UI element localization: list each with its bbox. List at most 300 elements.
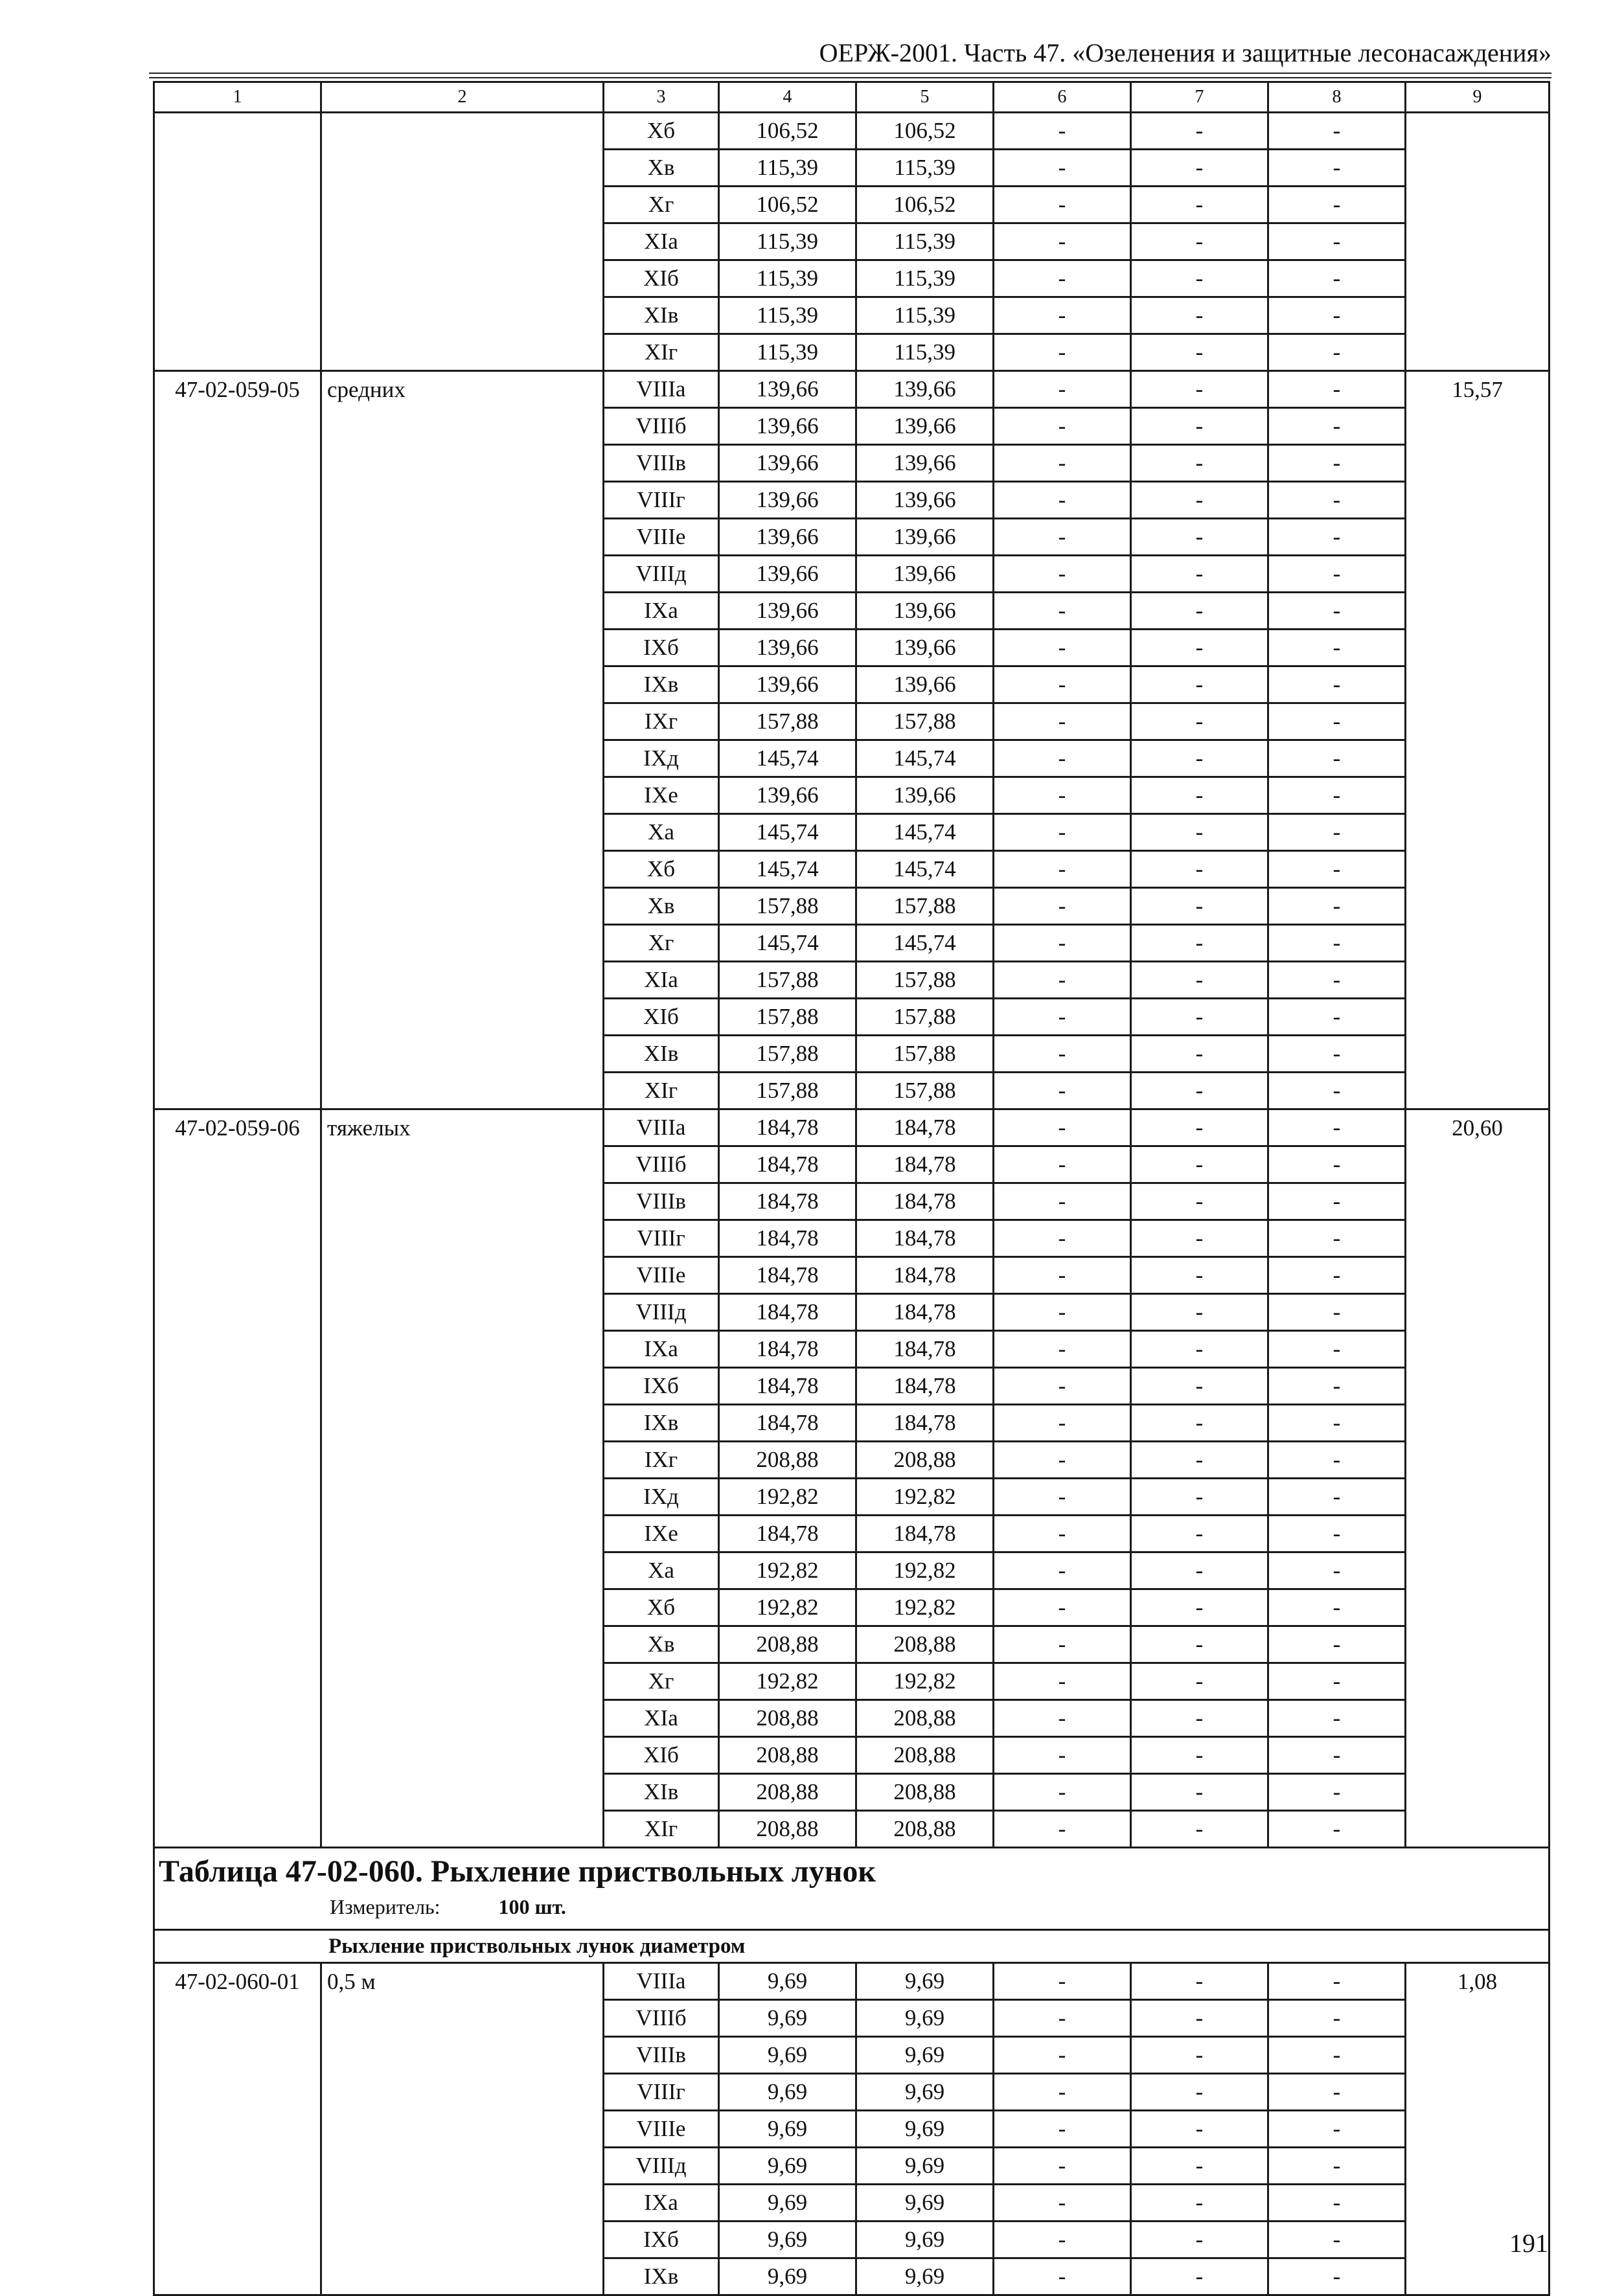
value-cell: 145,74 [719,925,856,962]
value-cell: - [1268,1257,1406,1294]
column-number: 2 [321,82,604,113]
region-cell: XIг [604,1073,719,1109]
value-cell: - [1268,223,1406,260]
value-cell: - [1131,1294,1268,1331]
value-cell: - [994,1109,1131,1146]
value-cell: - [994,1405,1131,1442]
value-cell: - [1131,1774,1268,1811]
value-cell: 208,88 [856,1442,994,1479]
value-cell: - [994,851,1131,888]
region-cell: VIIIе [604,2111,719,2148]
value-cell: - [994,1626,1131,1663]
region-cell: IXа [604,1331,719,1368]
value-cell: 139,66 [856,666,994,703]
value-cell: - [994,1294,1131,1331]
value-cell: - [1268,2258,1406,2295]
region-cell: XIб [604,999,719,1036]
value-cell: 9,69 [719,2074,856,2111]
value-cell: - [994,2111,1131,2148]
value-cell: - [1131,2222,1268,2258]
value-cell: 139,66 [719,666,856,703]
region-cell: IXд [604,1479,719,1516]
value-cell: 184,78 [856,1257,994,1294]
value-cell: 184,78 [719,1109,856,1146]
value-cell: - [1268,1626,1406,1663]
value-cell: - [1268,1589,1406,1626]
region-cell: IXе [604,777,719,814]
column-number: 9 [1406,82,1550,113]
value-cell: - [1131,482,1268,519]
value-cell: - [994,962,1131,999]
value-cell: - [994,482,1131,519]
value-cell: 208,88 [856,1811,994,1848]
value-cell: 184,78 [719,1220,856,1257]
value-cell: - [1131,1257,1268,1294]
value-cell: 184,78 [719,1294,856,1331]
value-cell: - [1131,851,1268,888]
table-title: Таблица 47-02-060. Рыхление приствольных лунок [159,1854,876,1889]
value-cell: - [1268,113,1406,150]
value-cell: 184,78 [856,1405,994,1442]
value-cell: - [1131,2148,1268,2185]
region-cell: IXв [604,1405,719,1442]
value-cell: 157,88 [856,1036,994,1073]
region-cell: IXг [604,1442,719,1479]
region-cell: VIIIд [604,556,719,593]
value-cell: - [1131,1220,1268,1257]
region-cell: VIIIб [604,1146,719,1183]
value-cell: - [994,1220,1131,1257]
rates-table-body [154,82,1550,2295]
value-cell: - [1131,1405,1268,1442]
value-cell: - [1131,1331,1268,1368]
value-cell: 106,52 [719,113,856,150]
region-cell: XIг [604,334,719,371]
value-cell: 184,78 [856,1294,994,1331]
value-cell: - [1268,1109,1406,1146]
value-cell: - [1268,888,1406,925]
value-cell: 157,88 [856,999,994,1036]
value-cell: - [1268,334,1406,371]
value-cell: - [994,556,1131,593]
value-cell: 184,78 [856,1146,994,1183]
value-cell: 9,69 [856,2222,994,2258]
value-cell: 115,39 [719,260,856,297]
value-cell: 9,69 [856,2074,994,2111]
column-number: 8 [1268,82,1406,113]
value-cell: 192,82 [719,1479,856,1516]
value-cell: 192,82 [719,1552,856,1589]
value-cell: 184,78 [719,1368,856,1405]
value-cell: 115,39 [856,260,994,297]
value-cell: - [994,150,1131,187]
running-header: ОЕРЖ-2001. Часть 47. «Озеленения и защитные лесонасаждения» [819,38,1551,67]
value-cell: 139,66 [719,630,856,666]
region-cell: VIIIв [604,2037,719,2074]
value-cell: - [1268,2000,1406,2037]
header-rule [149,73,1551,74]
value-cell: 145,74 [719,814,856,851]
value-cell: - [1131,962,1268,999]
value-cell: - [1268,1220,1406,1257]
value-cell: 9,69 [719,2000,856,2037]
region-cell: Xг [604,925,719,962]
work-name: 0,5 м [321,1963,604,2295]
value-cell: 139,66 [856,519,994,556]
value-cell: - [1131,1552,1268,1589]
value-cell: - [994,2148,1131,2185]
value-cell: - [1268,482,1406,519]
value-cell: - [994,1811,1131,1848]
table-title-row [154,1848,1550,1930]
value-cell: 208,88 [856,1700,994,1737]
value-cell: - [1268,962,1406,999]
value-cell: 145,74 [856,851,994,888]
value-cell: - [1268,150,1406,187]
region-cell: Xв [604,888,719,925]
value-cell: 106,52 [719,187,856,223]
column-number-row [154,82,1550,113]
value-cell: 9,69 [719,2222,856,2258]
value-cell: - [1131,2000,1268,2037]
value-cell: 184,78 [719,1516,856,1552]
value-cell: 145,74 [856,740,994,777]
value-cell: - [994,1146,1131,1183]
value-cell: - [1131,999,1268,1036]
rate-code: 47-02-059-05 [154,371,321,1109]
value-cell: - [994,223,1131,260]
value-cell: - [1131,1589,1268,1626]
value-cell: - [994,2000,1131,2037]
value-cell: - [994,814,1131,851]
region-cell: VIIIа [604,1109,719,1146]
value-cell: - [994,777,1131,814]
value-cell: 115,39 [856,334,994,371]
value-cell: - [1131,260,1268,297]
region-cell: IXе [604,1516,719,1552]
value-cell: - [1131,371,1268,408]
column-number: 5 [856,82,994,113]
region-cell: VIIIа [604,1963,719,2000]
value-cell: 157,88 [719,703,856,740]
region-cell: XIа [604,1700,719,1737]
value-cell: - [994,888,1131,925]
region-cell: VIIIе [604,1257,719,1294]
value-cell: 157,88 [856,703,994,740]
value-cell: 157,88 [856,1073,994,1109]
table-row [154,1109,1550,1146]
value-cell: - [1131,187,1268,223]
value-cell: 139,66 [719,482,856,519]
region-cell: XIа [604,223,719,260]
value-cell: - [1131,1700,1268,1737]
value-cell: 139,66 [856,593,994,630]
value-cell: 157,88 [719,999,856,1036]
value-cell: - [1268,814,1406,851]
value-cell: 9,69 [719,2258,856,2295]
value-cell: 9,69 [719,1963,856,2000]
value-cell: - [1268,2222,1406,2258]
value-cell: 192,82 [719,1589,856,1626]
region-cell: XIб [604,1737,719,1774]
value-cell: - [1131,888,1268,925]
value-cell: 184,78 [856,1220,994,1257]
value-cell: 9,69 [856,2037,994,2074]
value-cell: 139,66 [856,408,994,445]
value-cell: 139,66 [719,593,856,630]
value-cell: - [994,1774,1131,1811]
value-cell: - [1131,2111,1268,2148]
value-cell: - [1268,297,1406,334]
value-cell: - [1268,187,1406,223]
value-cell: 145,74 [719,740,856,777]
value-cell: - [1131,1146,1268,1183]
region-cell: Xа [604,1552,719,1589]
value-cell: - [994,1479,1131,1516]
value-cell: - [1131,630,1268,666]
header-rule [149,77,1551,78]
region-cell: Xб [604,851,719,888]
region-cell: XIб [604,260,719,297]
region-cell: VIIIг [604,482,719,519]
region-cell: IXа [604,593,719,630]
value-cell: - [994,519,1131,556]
value-cell: 208,88 [719,1700,856,1737]
region-cell: VIIIд [604,2148,719,2185]
value-cell: 157,88 [719,1036,856,1073]
region-cell: Xг [604,1663,719,1700]
unit-label: Измеритель: [330,1895,440,1918]
value-cell: - [1131,1811,1268,1848]
region-cell: IXб [604,1368,719,1405]
value-cell: - [994,925,1131,962]
subheading: Рыхление приствольных лунок диаметром [154,1930,1550,1963]
region-cell: XIа [604,962,719,999]
value-cell: - [1268,2148,1406,2185]
region-cell: XIв [604,297,719,334]
value-cell: - [994,260,1131,297]
value-cell: 157,88 [719,888,856,925]
value-cell: - [1268,1552,1406,1589]
value-cell: - [1131,814,1268,851]
region-cell: VIIIг [604,2074,719,2111]
value-cell: - [1268,1442,1406,1479]
value-cell: 9,69 [719,2148,856,2185]
value-cell: - [994,1589,1131,1626]
value-cell: 157,88 [719,962,856,999]
value-cell: - [994,1183,1131,1220]
value-cell: 9,69 [719,2111,856,2148]
region-cell: Xв [604,150,719,187]
value-cell: - [1131,445,1268,482]
value-cell: 208,88 [719,1774,856,1811]
region-cell: XIв [604,1036,719,1073]
value-cell: 208,88 [719,1811,856,1848]
value-cell: 192,82 [719,1663,856,1700]
value-cell: 192,82 [856,1552,994,1589]
value-cell: 184,78 [856,1516,994,1552]
value-cell: - [1268,630,1406,666]
value-cell: - [1131,2185,1268,2222]
value-cell: - [1268,408,1406,445]
value-cell: - [1131,666,1268,703]
value-cell: - [1268,556,1406,593]
region-cell: Xа [604,814,719,851]
region-cell: VIIIб [604,2000,719,2037]
page-number: 191 [1509,2229,1548,2258]
value-cell: - [994,593,1131,630]
value-cell: - [1131,1516,1268,1552]
value-cell: - [1268,851,1406,888]
value-cell: - [1131,556,1268,593]
value-cell: 139,66 [856,630,994,666]
table-row [154,371,1550,408]
value-cell: 145,74 [856,814,994,851]
value-cell: - [994,2258,1131,2295]
region-cell: Xб [604,1589,719,1626]
value-cell: - [1131,703,1268,740]
value-cell: - [1268,1479,1406,1516]
value-cell: - [994,1963,1131,2000]
value-cell: - [994,2222,1131,2258]
value-cell: 184,78 [856,1331,994,1368]
value-cell: - [994,2074,1131,2111]
table-header [154,1848,1550,1930]
value-cell: 192,82 [856,1479,994,1516]
value-cell: - [1131,1963,1268,2000]
value-cell: - [1268,1073,1406,1109]
total-cell [1406,113,1550,371]
value-cell: - [1268,925,1406,962]
value-cell: 139,66 [719,371,856,408]
region-cell: XIв [604,1774,719,1811]
value-cell: - [1268,740,1406,777]
value-cell: 139,66 [856,482,994,519]
value-cell: 139,66 [719,519,856,556]
value-cell: - [994,999,1131,1036]
value-cell: 184,78 [719,1183,856,1220]
value-cell: 145,74 [719,851,856,888]
value-cell: 9,69 [856,1963,994,2000]
region-cell: IXб [604,630,719,666]
value-cell: - [1268,1963,1406,2000]
value-cell: - [1131,113,1268,150]
value-cell: 9,69 [856,2148,994,2185]
total-cell: 15,57 [1406,371,1550,1109]
value-cell: - [1268,260,1406,297]
value-cell: - [1131,2037,1268,2074]
value-cell: 9,69 [856,2000,994,2037]
region-cell: VIIIв [604,445,719,482]
value-cell: - [1268,703,1406,740]
value-cell: - [994,1331,1131,1368]
rate-code: 47-02-060-01 [154,1963,321,2295]
value-cell: - [1131,223,1268,260]
column-number: 4 [719,82,856,113]
value-cell: 208,88 [719,1442,856,1479]
unit-line [159,1892,1544,1921]
value-cell: - [994,2185,1131,2222]
value-cell: 184,78 [856,1368,994,1405]
work-name: средних [321,371,604,1109]
value-cell: 192,82 [856,1589,994,1626]
column-number: 7 [1131,82,1268,113]
value-cell: - [994,113,1131,150]
value-cell: - [1268,1737,1406,1774]
value-cell: - [1268,777,1406,814]
column-number: 1 [154,82,321,113]
value-cell: - [994,408,1131,445]
value-cell: 208,88 [719,1737,856,1774]
region-cell: IXв [604,2258,719,2295]
rates-table [153,81,1550,2296]
region-cell: IXг [604,703,719,740]
value-cell: - [1268,1331,1406,1368]
value-cell: 9,69 [856,2258,994,2295]
value-cell: - [994,297,1131,334]
value-cell: - [994,666,1131,703]
value-cell: - [1131,1183,1268,1220]
value-cell: - [1131,1479,1268,1516]
value-cell: 184,78 [719,1257,856,1294]
work-name [321,113,604,371]
value-cell: - [1268,371,1406,408]
region-cell: IXв [604,666,719,703]
value-cell: - [1131,1663,1268,1700]
value-cell: 139,66 [856,777,994,814]
value-cell: - [1268,1663,1406,1700]
rate-code: 47-02-059-06 [154,1109,321,1848]
value-cell: 9,69 [856,2185,994,2222]
value-cell: - [994,1737,1131,1774]
value-cell: 157,88 [719,1073,856,1109]
region-cell: Xв [604,1626,719,1663]
subheading-row [154,1930,1550,1963]
work-name: тяжелых [321,1109,604,1848]
value-cell: - [1131,593,1268,630]
value-cell: - [994,2037,1131,2074]
column-number: 6 [994,82,1131,113]
value-cell: - [1131,925,1268,962]
value-cell: 184,78 [719,1146,856,1183]
value-cell: - [1268,1774,1406,1811]
region-cell: VIIIв [604,1183,719,1220]
value-cell: - [994,1442,1131,1479]
value-cell: 157,88 [856,888,994,925]
value-cell: - [994,445,1131,482]
value-cell: 9,69 [719,2037,856,2074]
value-cell: - [1131,519,1268,556]
value-cell: 115,39 [719,297,856,334]
value-cell: 139,66 [856,371,994,408]
total-cell: 1,08 [1406,1963,1550,2295]
value-cell: 139,66 [719,445,856,482]
value-cell: 9,69 [719,2185,856,2222]
value-cell: 184,78 [856,1183,994,1220]
region-cell: IXб [604,2222,719,2258]
value-cell: - [1131,740,1268,777]
value-cell: - [1131,334,1268,371]
value-cell: 9,69 [856,2111,994,2148]
value-cell: - [1268,1700,1406,1737]
value-cell: - [1131,1442,1268,1479]
value-cell: - [1268,1516,1406,1552]
value-cell: - [994,630,1131,666]
column-number: 3 [604,82,719,113]
value-cell: - [994,1036,1131,1073]
value-cell: 139,66 [719,777,856,814]
value-cell: - [1268,1294,1406,1331]
